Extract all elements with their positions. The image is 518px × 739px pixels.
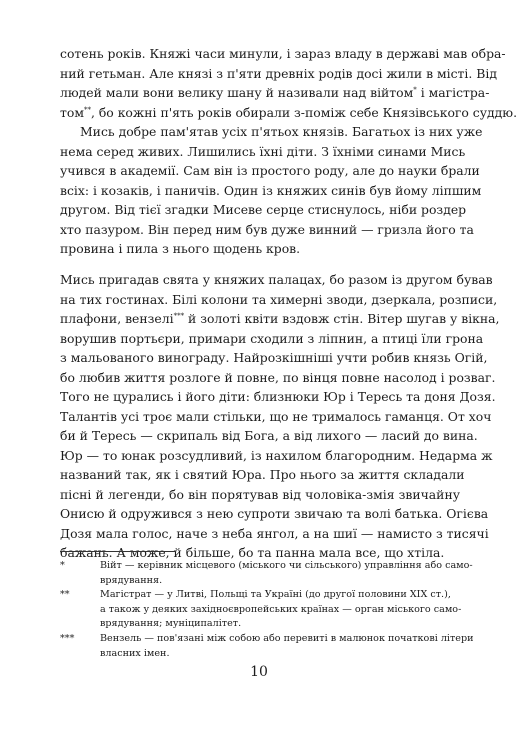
text-line: Талантів усі троє мали стільки, що не трималось гаманця. От хоч xyxy=(60,408,492,424)
footnote-text xyxy=(100,559,473,588)
text-line: плафони, вензелі*** й золоті квіти вздовж стін. Вітер шугав у вікна, xyxy=(60,311,500,326)
footnote-reference: ** xyxy=(83,105,91,114)
text-line: пісні й легенди, бо він порятував від чоловіка-змія звичайну xyxy=(60,486,460,502)
text-line: Мись добре пам'ятав усіх п'ятьох князів. Багатьох із них уже xyxy=(80,124,483,139)
footnote-line: Магістрат — у Литві, Польщі та Україні (до другої половини XIX ст.), xyxy=(100,589,451,600)
text-line: на тих гостинах. Білі колони та химерні зводи, дзеркала, розписи, xyxy=(60,291,498,307)
text-line: другом. Від тієї згадки Мисеве серце стиснулось, ніби роздер xyxy=(60,202,467,217)
footnote-line: Війт — керівник місцевого (міського чи сільського) управління або само- xyxy=(100,560,473,571)
text-line: сотень років. Княжі часи минули, і зараз владу в державі мав обра- xyxy=(60,46,506,61)
text-line: провина і пила з нього щодень кров. xyxy=(60,241,301,256)
text-block-top xyxy=(60,44,518,259)
page-number: 10 xyxy=(250,664,268,680)
text-line: Мись пригадав свята у княжих палацах, бо разом із другом бував xyxy=(60,272,493,287)
footnote-reference: * xyxy=(413,86,417,94)
footnote-separator xyxy=(60,551,176,552)
text-line: ворушив портьєри, примари сходили з ліпнин, а птиці їли грона xyxy=(60,330,484,346)
text-line: том**, бо кожні п'ять років обирали з-поміж себе Князівського суддю. xyxy=(60,104,518,120)
footnote-reference: *** xyxy=(173,312,185,320)
text-line: Того не цурались і його діти: близнюки Юр і Тересь та доня Дозя. xyxy=(60,389,496,404)
footnote-text xyxy=(100,632,474,661)
footnote-line: а також у деяких західноєвропейських країнах — орган міського само- xyxy=(100,603,462,615)
paragraph xyxy=(60,270,500,563)
text-line: бажань. А може, й більше, бо та панна мала все, що хтіла. xyxy=(60,545,445,560)
text-line: ний гетьман. Але князі з п'яти древніх родів досі жили в місті. Від xyxy=(60,65,497,81)
text-line: людей мали вони велику шану й називали над війтом* і магістра- xyxy=(60,85,490,100)
text-line: Онисю й одружився з нею супроти звичаю та волі батька. Огієва xyxy=(60,506,489,521)
footnote-text xyxy=(100,588,462,632)
text-line: всіх: і козаків, і паничів. Один із княжих синів був йому ліпшим xyxy=(60,182,482,198)
footnote-mark: ** xyxy=(60,589,70,600)
text-line: нема серед живих. Лишились їхні діти. З їхніми синами Мись xyxy=(60,143,466,159)
text-line: Юр — то юнак розсудливий, із нахилом благородним. Недарма ж xyxy=(60,447,493,463)
footnote-line: врядування. xyxy=(100,574,163,586)
footnote-line: власних імен. xyxy=(100,647,170,659)
footnote-mark: * xyxy=(60,560,65,571)
text-line: хто пазуром. Він перед ним був дуже винний — гризла його та xyxy=(60,221,474,237)
text-line: названий так, як і святий Юра. Про нього за життя складали xyxy=(60,467,465,482)
footnote-mark: *** xyxy=(60,633,75,644)
text-line: Дозя мала голос, наче з неба янгол, а на шиї — намисто з тисячі xyxy=(60,525,489,541)
text-line: з мальованого винограду. Найрозкішніші учти робив князь Огій, xyxy=(60,350,488,365)
paragraph xyxy=(60,122,483,259)
text-line: бо любив життя розлоге й повне, по вінця повне насолод і розваг. xyxy=(60,369,496,385)
text-block-bottom xyxy=(60,270,500,563)
text-line: учився в академії. Сам він із простого роду, але до науки брали xyxy=(60,163,480,178)
footnote-line: врядування; муніципалітет. xyxy=(100,618,242,629)
paragraph xyxy=(60,44,518,122)
footnote-line: Вензель — пов'язані між собою або перевиті в малюнок початкові літери xyxy=(100,633,474,644)
text-line: би й Тересь — скрипаль від Бога, а від лихого — ласий до вина. xyxy=(60,428,478,443)
